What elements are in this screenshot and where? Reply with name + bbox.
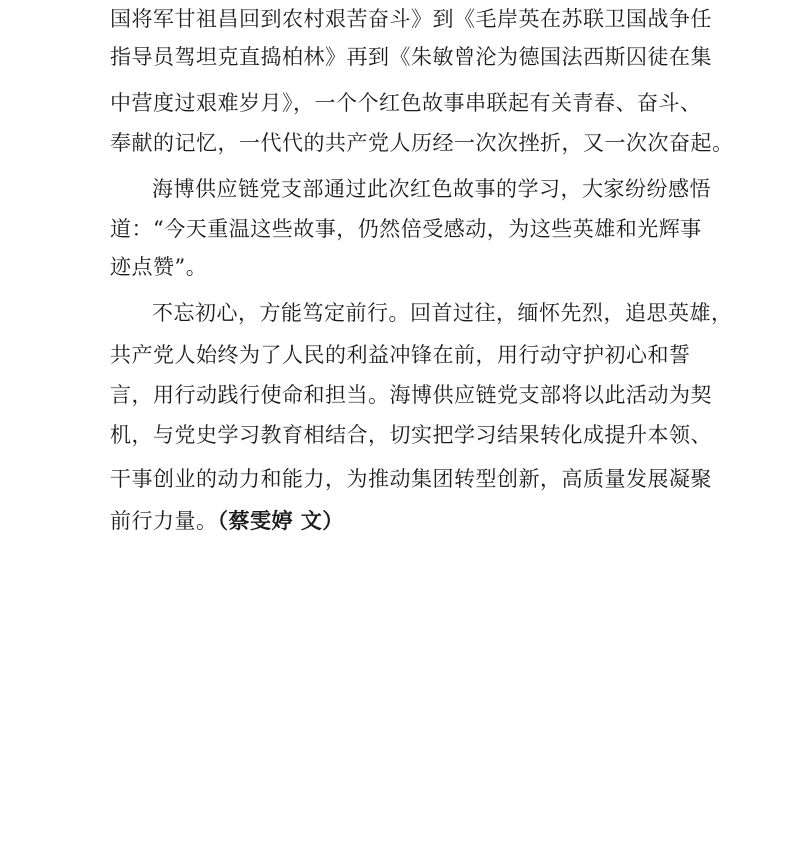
paragraph-line: 机，与党史学习教育相结合，切实把学习结果转化成提升本领、 <box>110 423 712 447</box>
last-line <box>110 504 344 538</box>
paragraph-line: 中营度过艰难岁月》，一个个红色故事串联起有关青春、奋斗、 <box>110 91 702 115</box>
paragraph-line: 奉献的记忆，一代代的共产党人历经一次次挫折，又一次次奋起。 <box>110 131 734 155</box>
paragraph-line: 道：“今天重温这些故事，仍然倍受感动，为这些英雄和光辉事 <box>110 217 702 241</box>
paragraph-line: 指导员驾坦克直捣柏林》再到《朱敏曾沦为德国法西斯囚徒在集 <box>110 45 712 69</box>
paragraph-line: 国将军甘祖昌回到农村艰苦奋斗》到《毛岸英在苏联卫国战争任 <box>110 7 712 31</box>
paragraph-line: 前行力量。 <box>110 509 218 533</box>
paragraph-line: 迹点赞”。 <box>110 255 208 279</box>
paragraph-line: 干事创业的动力和能力，为推动集团转型创新，高质量发展凝聚 <box>110 467 712 491</box>
paragraph-line: 不忘初心，方能笃定前行。回首过往，缅怀先烈，追思英雄， <box>152 301 733 325</box>
paragraph-line: 海博供应链党支部通过此次红色故事的学习，大家纷纷感悟 <box>152 177 711 201</box>
author-signature: （蔡雯婷 文） <box>217 508 344 533</box>
paragraph-line: 言，用行动践行使命和担当。海博供应链党支部将以此活动为契 <box>110 383 712 407</box>
paragraph-line: 共产党人始终为了人民的利益冲锋在前，用行动守护初心和誓 <box>110 343 691 367</box>
